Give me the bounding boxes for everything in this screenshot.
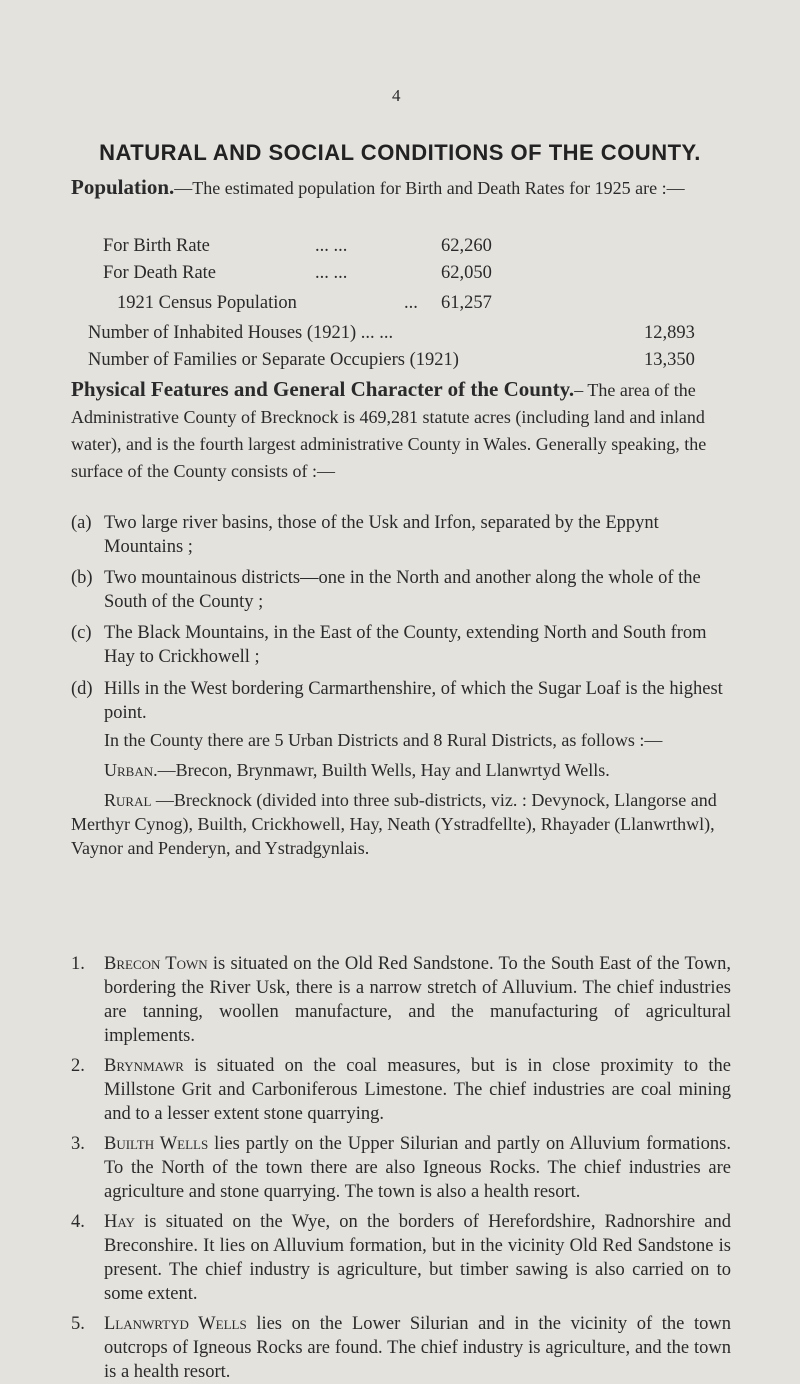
death-rate-label: For Death Rate bbox=[103, 263, 217, 283]
urban-text: —Brecon, Brynmawr, Builth Wells, Hay and Llanwrtyd Wells. bbox=[157, 760, 610, 780]
town-item-1 bbox=[71, 952, 731, 1048]
town-text-3: lies partly on the Upper Silurian and partly on Alluvium formations. To the North of the town there are also Igneous Rocks. The chief industries are agriculture and stone quarrying. The town is also a health resort. bbox=[104, 1134, 731, 1202]
death-rate-dots: ... ... bbox=[315, 263, 348, 283]
town-item-5 bbox=[71, 1312, 731, 1384]
houses-label: Number of Inhabited Houses (1921) ... ... bbox=[88, 323, 394, 343]
districts-intro: In the County there are 5 Urban Districts and 8 Rural Districts, as follows :— bbox=[104, 730, 663, 750]
urban-label: Urban. bbox=[104, 760, 158, 780]
town-item-4 bbox=[71, 1210, 731, 1306]
page-heading: NATURAL AND SOCIAL CONDITIONS OF THE COUNTY. bbox=[99, 140, 701, 165]
feature-text-a: Two large river basins, those of the Usk and Irfon, separated by the Eppynt Mountains ; bbox=[104, 513, 659, 557]
feature-mark-b: (b) bbox=[71, 568, 93, 588]
death-rate-row bbox=[103, 260, 523, 287]
birth-rate-dots: ... ... bbox=[315, 236, 348, 256]
districts-paragraph bbox=[71, 728, 726, 860]
physical-features-text: – The area of the Administrative County of Brecknock is 469,281 statute acres (including land and inland water), and is the fourth largest administrative County in Wales. Generally speaking, the surface of the County consists of :— bbox=[71, 380, 707, 481]
households-table bbox=[88, 320, 738, 374]
town-number-1: 1. bbox=[71, 954, 85, 974]
town-number-5: 5. bbox=[71, 1314, 85, 1334]
town-text-4: is situated on the Wye, on the borders of Herefordshire, Radnorshire and Breconshire. It lies on Alluvium formation, but in the vicinity Old Red Sandstone is present. The chief industry is agriculture, but timber sawing is also carried on to some extent. bbox=[104, 1212, 731, 1304]
rural-text: —Brecknock (divided into three sub-districts, viz. : Devynock, Llangorse and Merthyr Cynog), Builth, Crickhowell, Hay, Neath (Ystradfellte), Rhayader (Llanwrthwl), Vaynor and Penderyn, and Ystradgynlais. bbox=[71, 790, 717, 858]
town-item-3 bbox=[71, 1132, 731, 1204]
physical-features-paragraph bbox=[71, 376, 726, 485]
urban-paragraph bbox=[71, 758, 726, 782]
town-name-5: Llanwrtyd Wells bbox=[104, 1314, 247, 1334]
birth-rate-value: 62,260 bbox=[441, 236, 492, 256]
population-intro-text: —The estimated population for Birth and Death Rates for 1925 are :— bbox=[174, 178, 685, 198]
census-label: 1921 Census Population bbox=[117, 293, 297, 313]
town-number-2: 2. bbox=[71, 1056, 85, 1076]
town-name-2: Brynmawr bbox=[104, 1056, 184, 1076]
feature-text-d: Hills in the West bordering Carmarthenshire, of which the Sugar Loaf is the highest point. bbox=[104, 679, 723, 723]
census-row bbox=[103, 290, 523, 317]
houses-row bbox=[88, 320, 738, 347]
physical-features-title: Physical Features and General Character of the County. bbox=[71, 377, 575, 401]
population-table bbox=[103, 233, 523, 317]
houses-value: 12,893 bbox=[644, 323, 695, 343]
death-rate-value: 62,050 bbox=[441, 263, 492, 283]
town-name-1: Brecon Town bbox=[104, 954, 208, 974]
birth-rate-label: For Birth Rate bbox=[103, 236, 210, 256]
feature-item-d bbox=[71, 677, 726, 725]
families-row bbox=[88, 347, 738, 374]
census-value: 61,257 bbox=[441, 293, 492, 313]
town-number-4: 4. bbox=[71, 1212, 85, 1232]
town-item-2 bbox=[71, 1054, 731, 1126]
population-title: Population. bbox=[71, 175, 175, 199]
rural-label: Rural bbox=[104, 790, 152, 810]
feature-item-b bbox=[71, 566, 726, 614]
feature-text-b: Two mountainous districts—one in the North and another along the whole of the South of the County ; bbox=[104, 568, 701, 612]
feature-item-c bbox=[71, 621, 726, 669]
feature-mark-a: (a) bbox=[71, 513, 92, 533]
rural-paragraph bbox=[71, 788, 726, 860]
town-number-3: 3. bbox=[71, 1134, 85, 1154]
town-name-3: Builth Wells bbox=[104, 1134, 209, 1154]
feature-mark-d: (d) bbox=[71, 679, 93, 699]
page-number: 4 bbox=[392, 86, 401, 105]
population-intro bbox=[71, 174, 726, 202]
families-value: 13,350 bbox=[644, 350, 695, 370]
town-text-1: is situated on the Old Red Sandstone. To the South East of the Town, bordering the River Usk, there is a narrow stretch of Alluvium. The chief industries are tanning, woollen manufacture, and the manufacturing of agricultural implements. bbox=[104, 954, 731, 1046]
town-text-5: lies on the Lower Silurian and in the vicinity of the town outcrops of Igneous Rocks are found. The chief industry is agriculture, and the town is a health resort. bbox=[104, 1314, 732, 1382]
birth-rate-row bbox=[103, 233, 523, 260]
town-text-2: is situated on the coal measures, but is in close proximity to the Millstone Grit and Carboniferous Limestone. The chief industries are coal mining and to a lesser extent stone quarrying. bbox=[104, 1056, 731, 1124]
town-name-4: Hay bbox=[104, 1212, 135, 1232]
feature-item-a bbox=[71, 511, 726, 559]
feature-mark-c: (c) bbox=[71, 623, 92, 643]
feature-text-c: The Black Mountains, in the East of the County, extending North and South from Hay to Crickhowell ; bbox=[104, 623, 707, 667]
families-label: Number of Families or Separate Occupiers (1921) bbox=[88, 350, 459, 370]
census-dots: ... bbox=[404, 293, 418, 313]
